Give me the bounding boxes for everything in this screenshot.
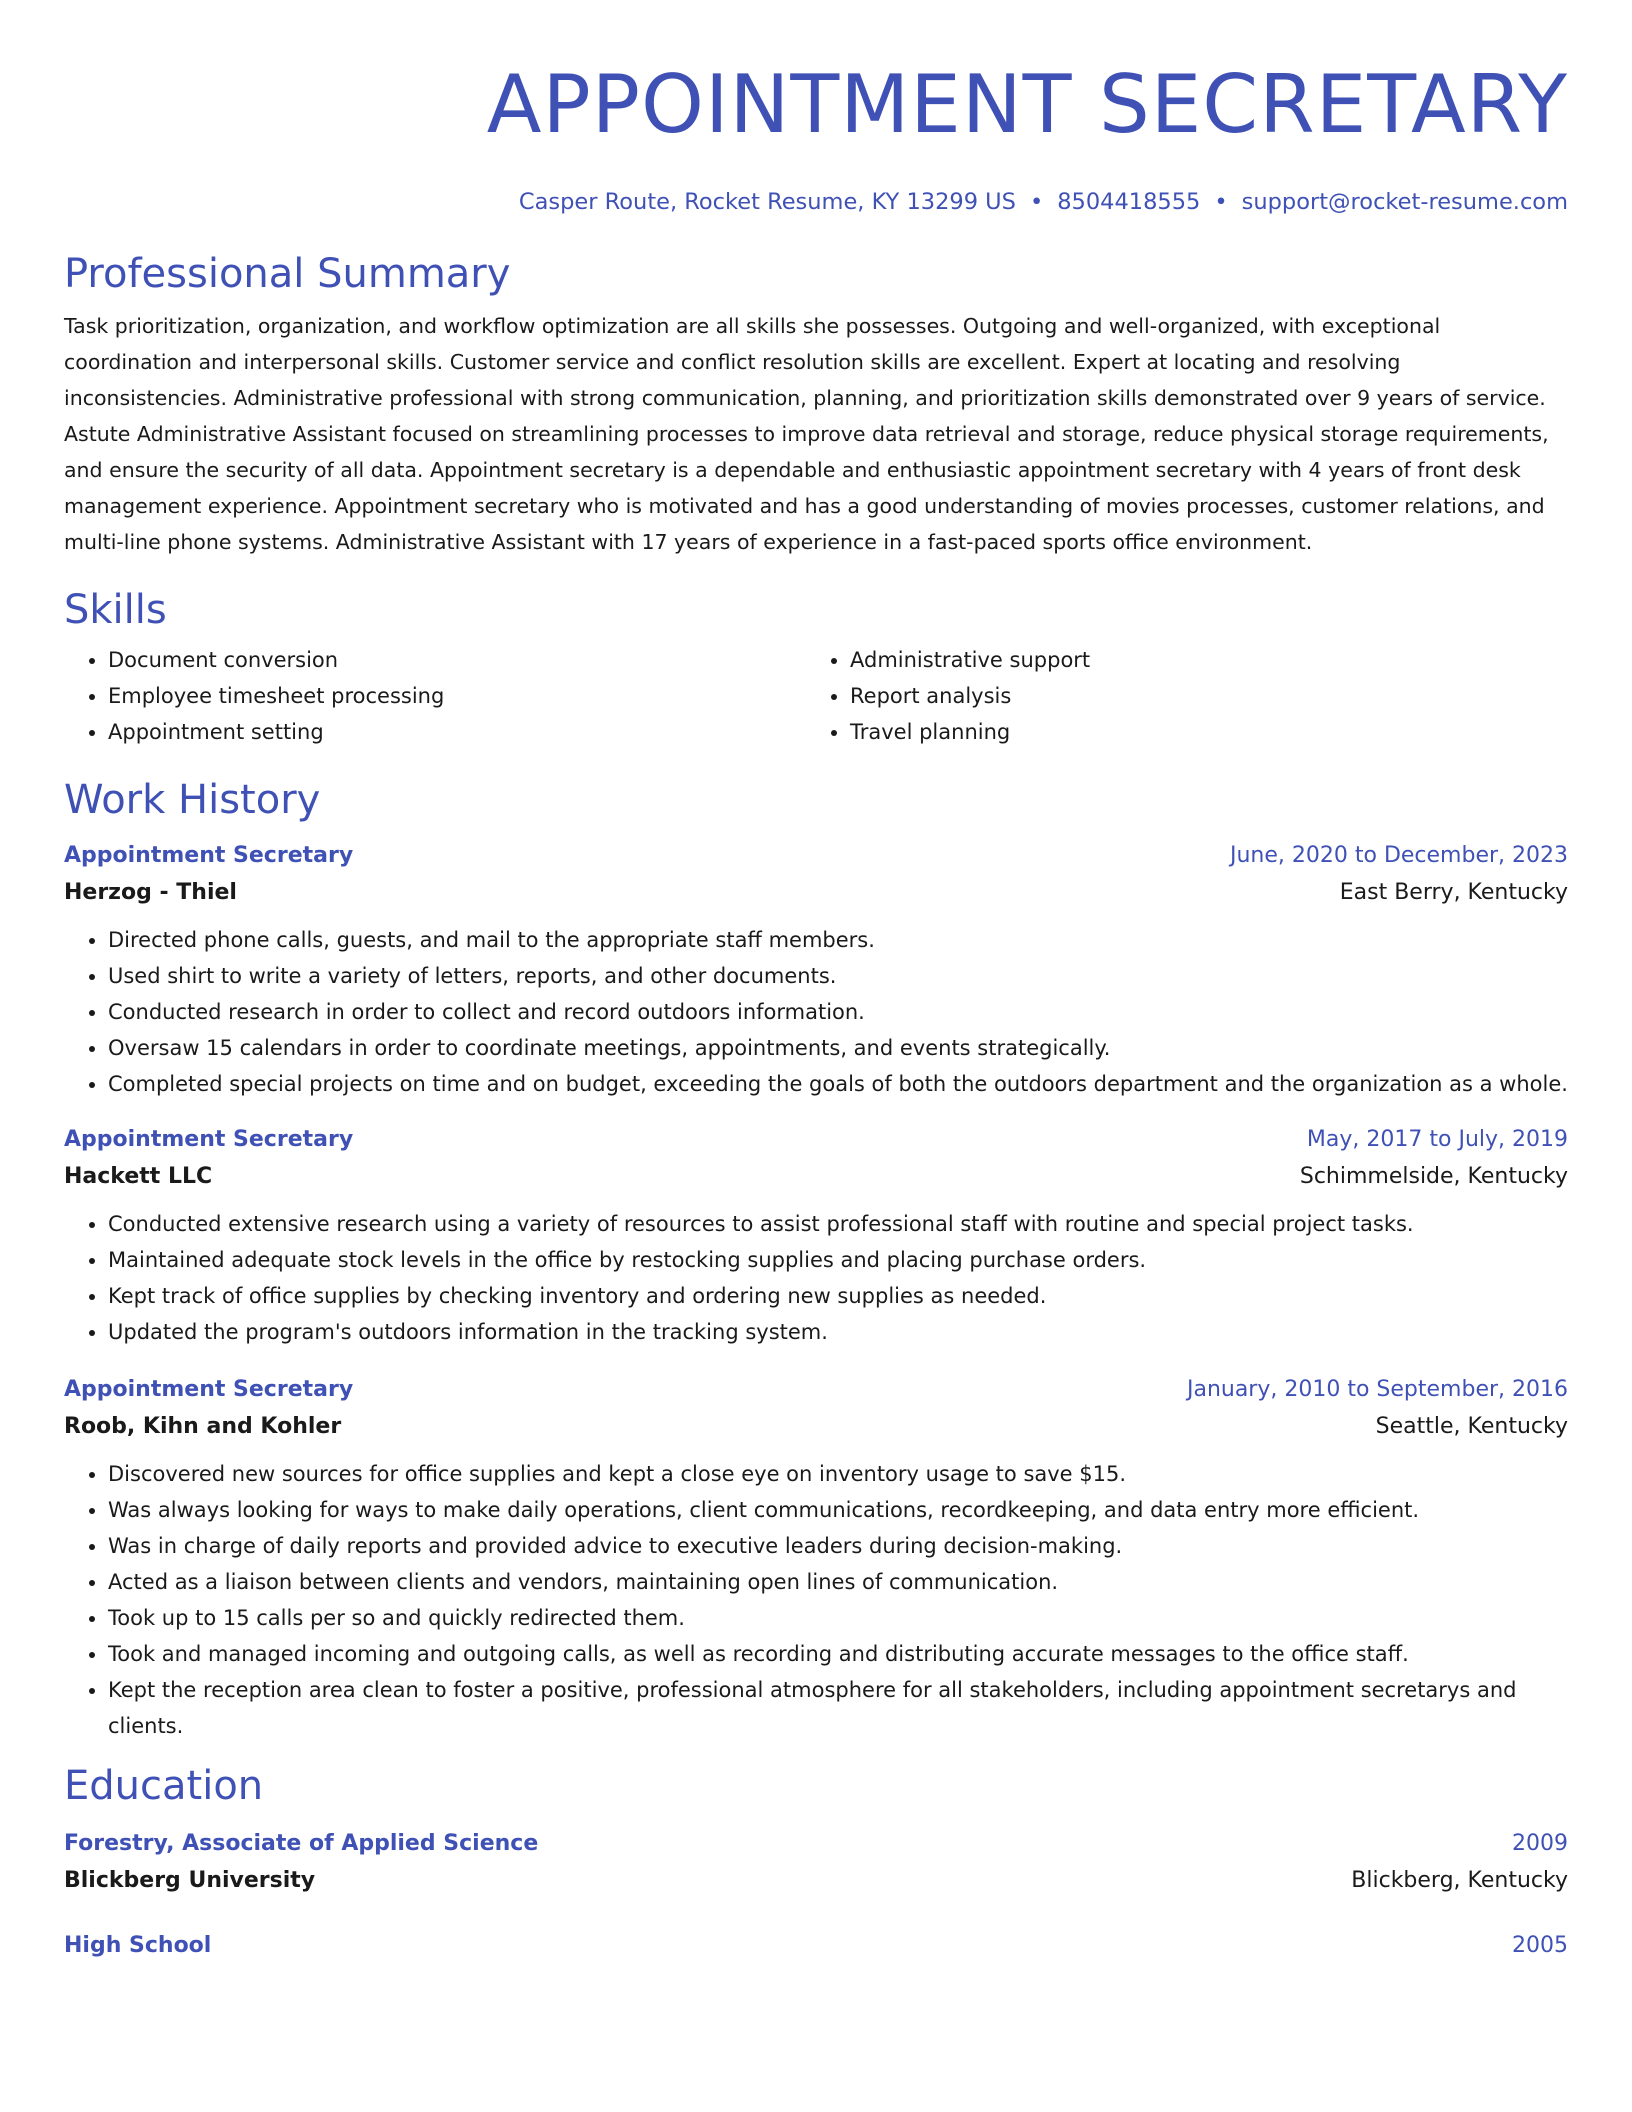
job-entry — [64, 1372, 1568, 1744]
duty-item: • Maintained adequate stock levels in the office by restocking supplies and placing purchase orders. — [108, 1242, 1568, 1278]
job-title: Appointment Secretary — [64, 1377, 354, 1402]
skill-item: • Report analysis — [850, 678, 1548, 714]
job-entry — [64, 1122, 1568, 1350]
graduation-year: 2005 — [1512, 1933, 1568, 1958]
job-location: East Berry, Kentucky — [1339, 880, 1568, 905]
graduation-year: 2009 — [1512, 1831, 1568, 1856]
duty-item: • Acted as a liaison between clients and vendors, maintaining open lines of communication. — [108, 1564, 1568, 1600]
duty-item: • Used shirt to write a variety of letters, reports, and other documents. — [108, 958, 1568, 994]
duty-item: • Oversaw 15 calendars in order to coordinate meetings, appointments, and events strategically. — [108, 1030, 1568, 1066]
job-dates: January, 2010 to September, 2016 — [1186, 1377, 1568, 1402]
degree: High School — [64, 1933, 212, 1958]
job-duties — [64, 922, 1568, 1102]
duty-item: • Kept the reception area clean to foster a positive, professional atmosphere for all stakeholders, including appointment secretarys and clients. — [108, 1672, 1568, 1744]
company-name: Hackett LLC — [64, 1164, 213, 1189]
skill-item: • Appointment setting — [108, 714, 806, 750]
skills-heading: Skills — [64, 587, 167, 633]
duty-item: • Was in charge of daily reports and provided advice to executive leaders during decision-making. — [108, 1528, 1568, 1564]
skills-column-right — [806, 642, 1548, 750]
job-title: Appointment Secretary — [64, 1127, 354, 1152]
job-duties — [64, 1206, 1568, 1350]
summary-text: Task prioritization, organization, and workflow optimization are all skills she possesses. Outgoing and well-organized, with exceptional coordination and interpersonal skills. Customer service and conflict resolution skills are excellent. Expert at locating and resolving inconsistencies. Administrative professional with strong communication, planning, and prioritization skills demonstrated over 9 years of service. Astute Administrative Assistant focused on streamlining processes to improve data retrieval and storage, reduce physical storage requirements, and ensure the security of all data. Appointment secretary is a dependable and enthusiastic appointment secretary with 4 years of front desk management experience. Appointment secretary who is motivated and has a good understanding of movies processes, customer relations, and multi-line phone systems. Administrative Assistant with 17 years of experience in a fast-paced sports office environment. — [64, 314, 1549, 554]
education-entry — [64, 1826, 1568, 1900]
skill-item: • Travel planning — [850, 714, 1548, 750]
duty-item: • Took up to 15 calls per so and quickly redirected them. — [108, 1600, 1568, 1636]
contact-line — [64, 188, 1568, 216]
duty-item: • Took and managed incoming and outgoing calls, as well as recording and distributing accurate messages to the office staff. — [108, 1636, 1568, 1672]
duty-item: • Directed phone calls, guests, and mail to the appropriate staff members. — [108, 922, 1568, 958]
summary-heading: Professional Summary — [64, 251, 511, 297]
address: Casper Route, Rocket Resume, KY 13299 US — [518, 189, 1016, 215]
job-title: Appointment Secretary — [64, 843, 354, 868]
skill-item: • Employee timesheet processing — [108, 678, 806, 714]
email-link[interactable]: support@rocket-resume.com — [1241, 189, 1568, 215]
job-dates: June, 2020 to December, 2023 — [1229, 843, 1568, 868]
duty-item: • Completed special projects on time and on budget, exceeding the goals of both the outdoors department and the organization as a whole. — [108, 1066, 1568, 1102]
skill-item: • Administrative support — [850, 642, 1548, 678]
job-dates: May, 2017 to July, 2019 — [1306, 1127, 1568, 1152]
skills-column-left — [64, 642, 806, 750]
duty-item: • Conducted research in order to collect and record outdoors information. — [108, 994, 1568, 1030]
duty-item: • Was always looking for ways to make daily operations, client communications, recordkeeping, and data entry more efficient. — [108, 1492, 1568, 1528]
separator-dot: • — [1029, 189, 1044, 215]
education-entry — [64, 1928, 1568, 1964]
duty-item: • Kept track of office supplies by checking inventory and ordering new supplies as needed. — [108, 1278, 1568, 1314]
company-name: Roob, Kihn and Kohler — [64, 1414, 342, 1439]
phone: 8504418555 — [1057, 189, 1201, 215]
candidate-name: APPOINTMENT SECRETARY — [486, 58, 1568, 151]
separator-dot: • — [1214, 189, 1228, 215]
school-location: Blickberg, Kentucky — [1351, 1868, 1568, 1893]
skill-item: • Document conversion — [108, 642, 806, 678]
skills-list — [64, 642, 1568, 750]
company-name: Herzog - Thiel — [64, 880, 237, 905]
job-entry — [64, 838, 1568, 1102]
work-history-heading: Work History — [64, 777, 321, 823]
duty-item: • Conducted extensive research using a variety of resources to assist professional staff with routine and special project tasks. — [108, 1206, 1568, 1242]
duty-item: • Updated the program's outdoors information in the tracking system. — [108, 1314, 1568, 1350]
education-heading: Education — [64, 1763, 264, 1809]
school-name: Blickberg University — [64, 1868, 316, 1893]
duty-item: • Discovered new sources for office supplies and kept a close eye on inventory usage to save $15. — [108, 1456, 1568, 1492]
job-location: Schimmelside, Kentucky — [1299, 1164, 1568, 1189]
job-duties — [64, 1456, 1568, 1744]
job-location: Seattle, Kentucky — [1375, 1414, 1568, 1439]
degree: Forestry, Associate of Applied Science — [64, 1831, 539, 1856]
